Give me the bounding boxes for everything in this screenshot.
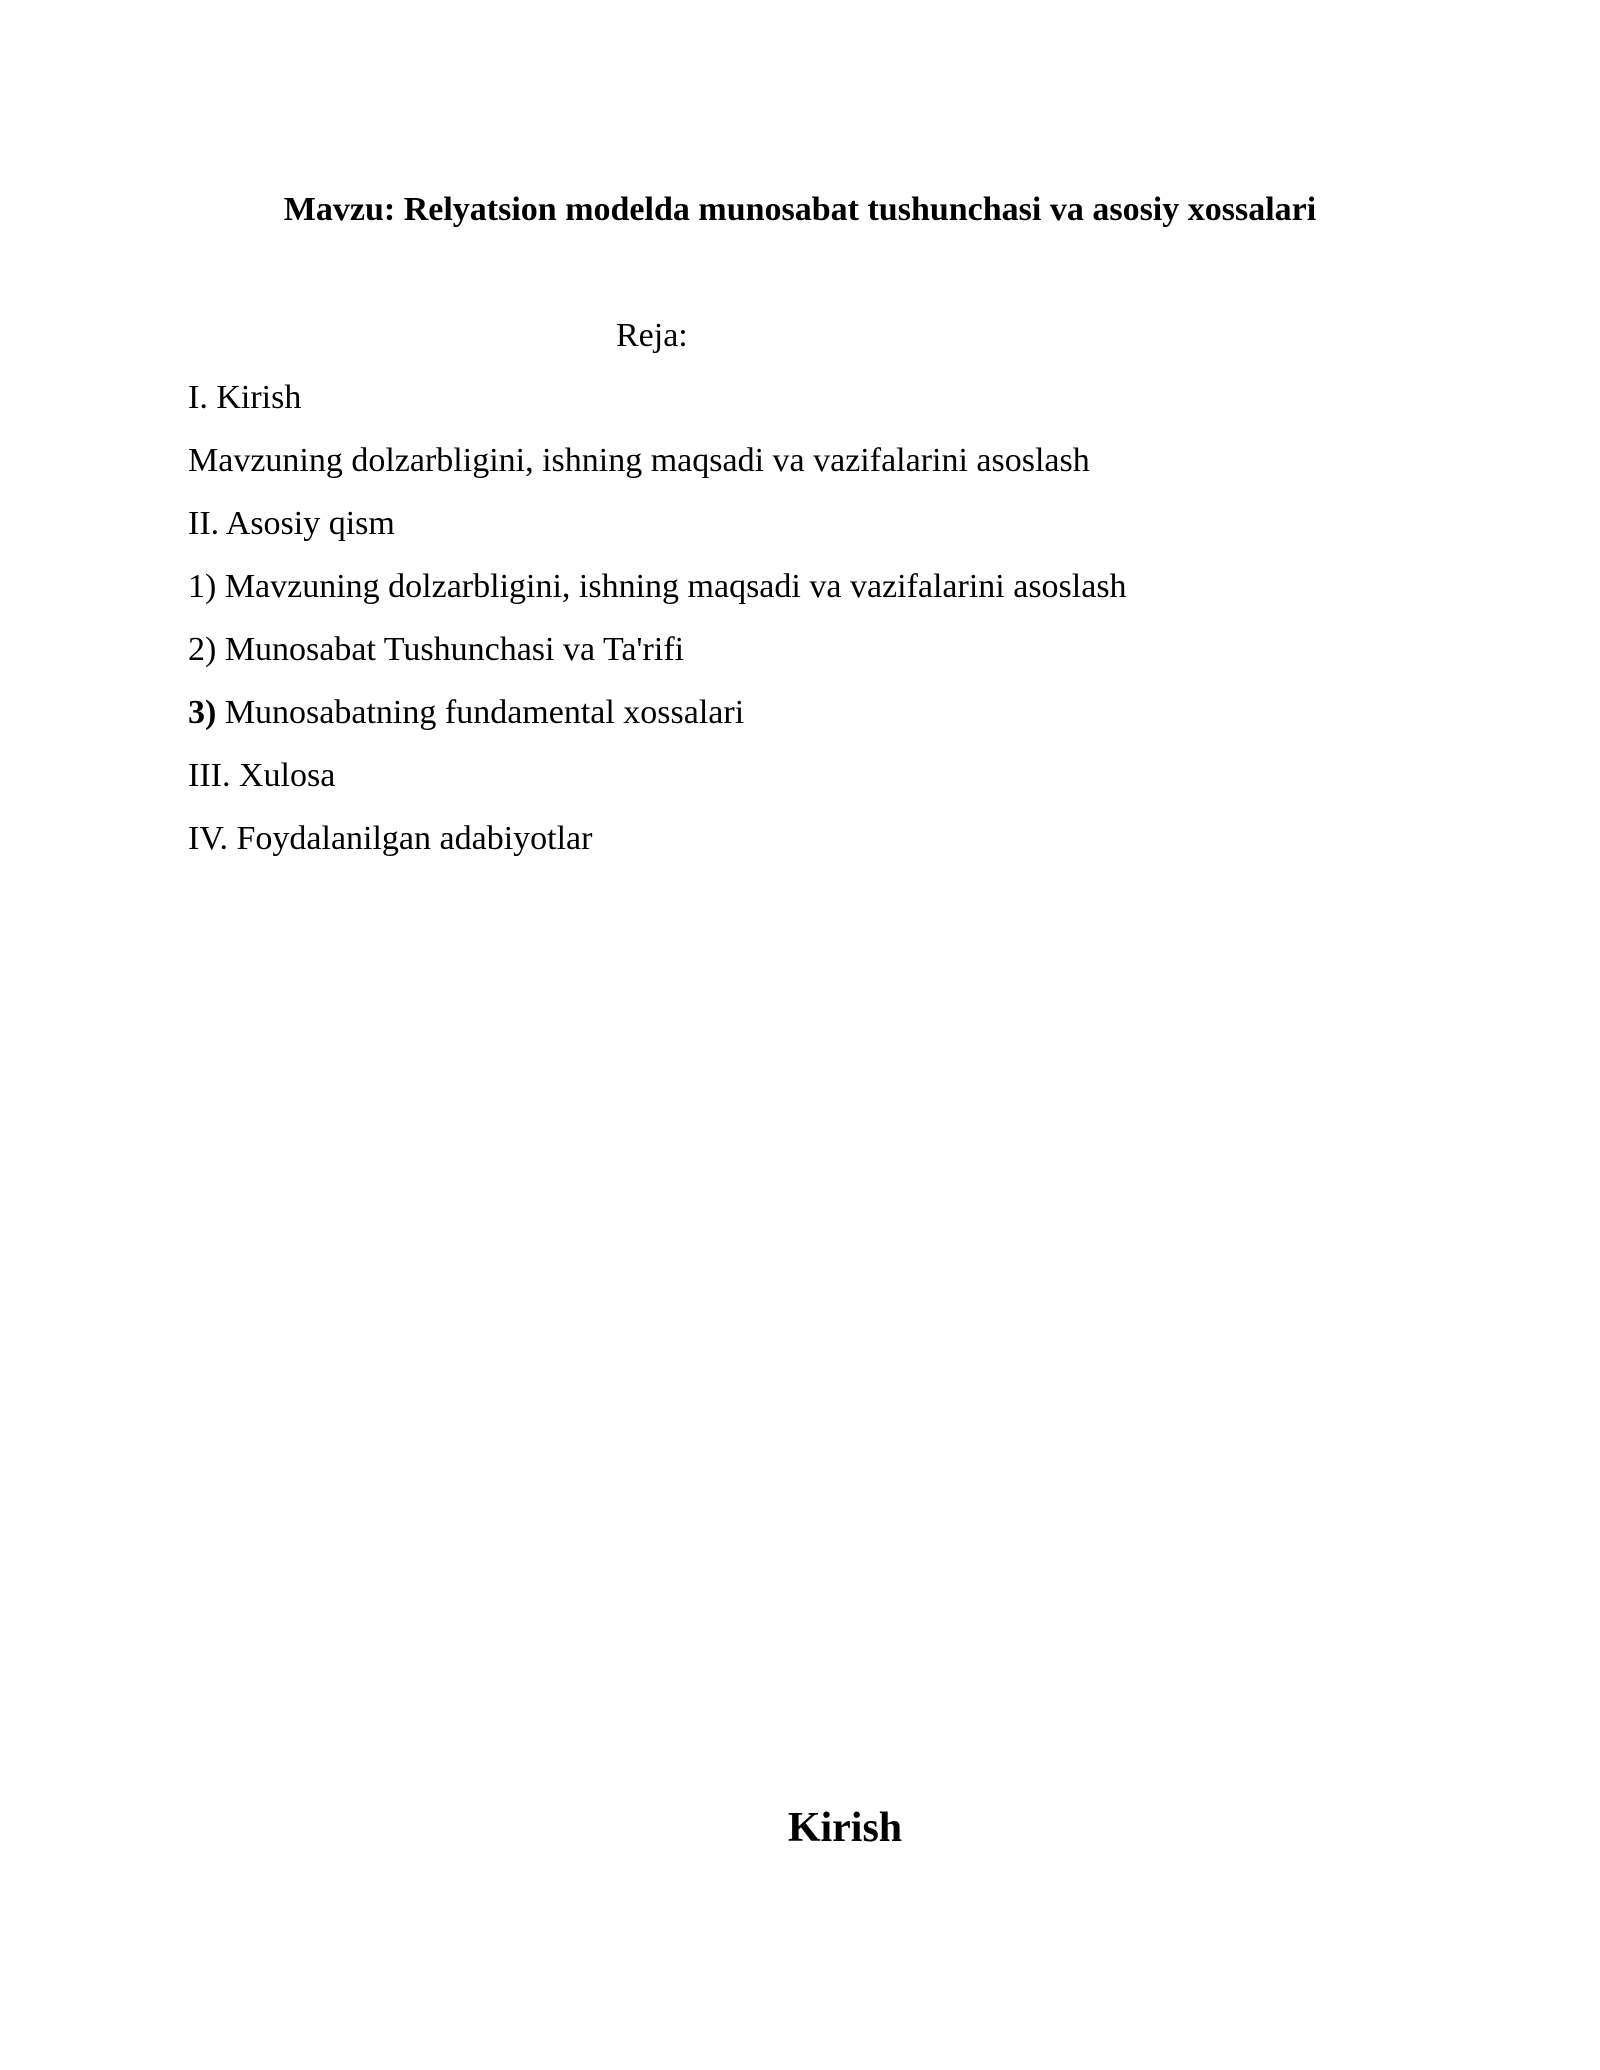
- plan-list: [188, 376, 1127, 880]
- plan-item-text: Mavzuning dolzarbligini, ishning maqsadi va vazifalarini asoslash: [188, 442, 1090, 479]
- plan-item-text: 1) Mavzuning dolzarbligini, ishning maqsadi va vazifalarini asoslash: [188, 568, 1127, 605]
- section-heading: Kirish: [787, 1805, 903, 1851]
- plan-item: [188, 817, 1127, 880]
- plan-item: [188, 502, 1127, 565]
- plan-item: [188, 376, 1127, 439]
- plan-item-text: I. Kirish: [188, 379, 302, 416]
- plan-item-number: 3): [188, 694, 217, 731]
- plan-item-text: 2) Munosabat Tushunchasi va Ta'rifi: [188, 631, 685, 668]
- plan-item: [188, 565, 1127, 628]
- plan-heading: Reja:: [616, 317, 688, 354]
- plan-item: [188, 754, 1127, 817]
- document-title: Mavzu: Relyatsion modelda munosabat tushunchasi va asosiy xossalari: [283, 191, 1317, 228]
- plan-item-text: Munosabatning fundamental xossalari: [216, 694, 745, 731]
- plan-item: [188, 628, 1127, 691]
- plan-item-text: II. Asosiy qism: [188, 505, 395, 542]
- plan-item-text: III. Xulosa: [188, 757, 336, 794]
- plan-item-text: IV. Foydalanilgan adabiyotlar: [188, 820, 593, 857]
- plan-item: [188, 691, 1127, 754]
- plan-item: [188, 439, 1127, 502]
